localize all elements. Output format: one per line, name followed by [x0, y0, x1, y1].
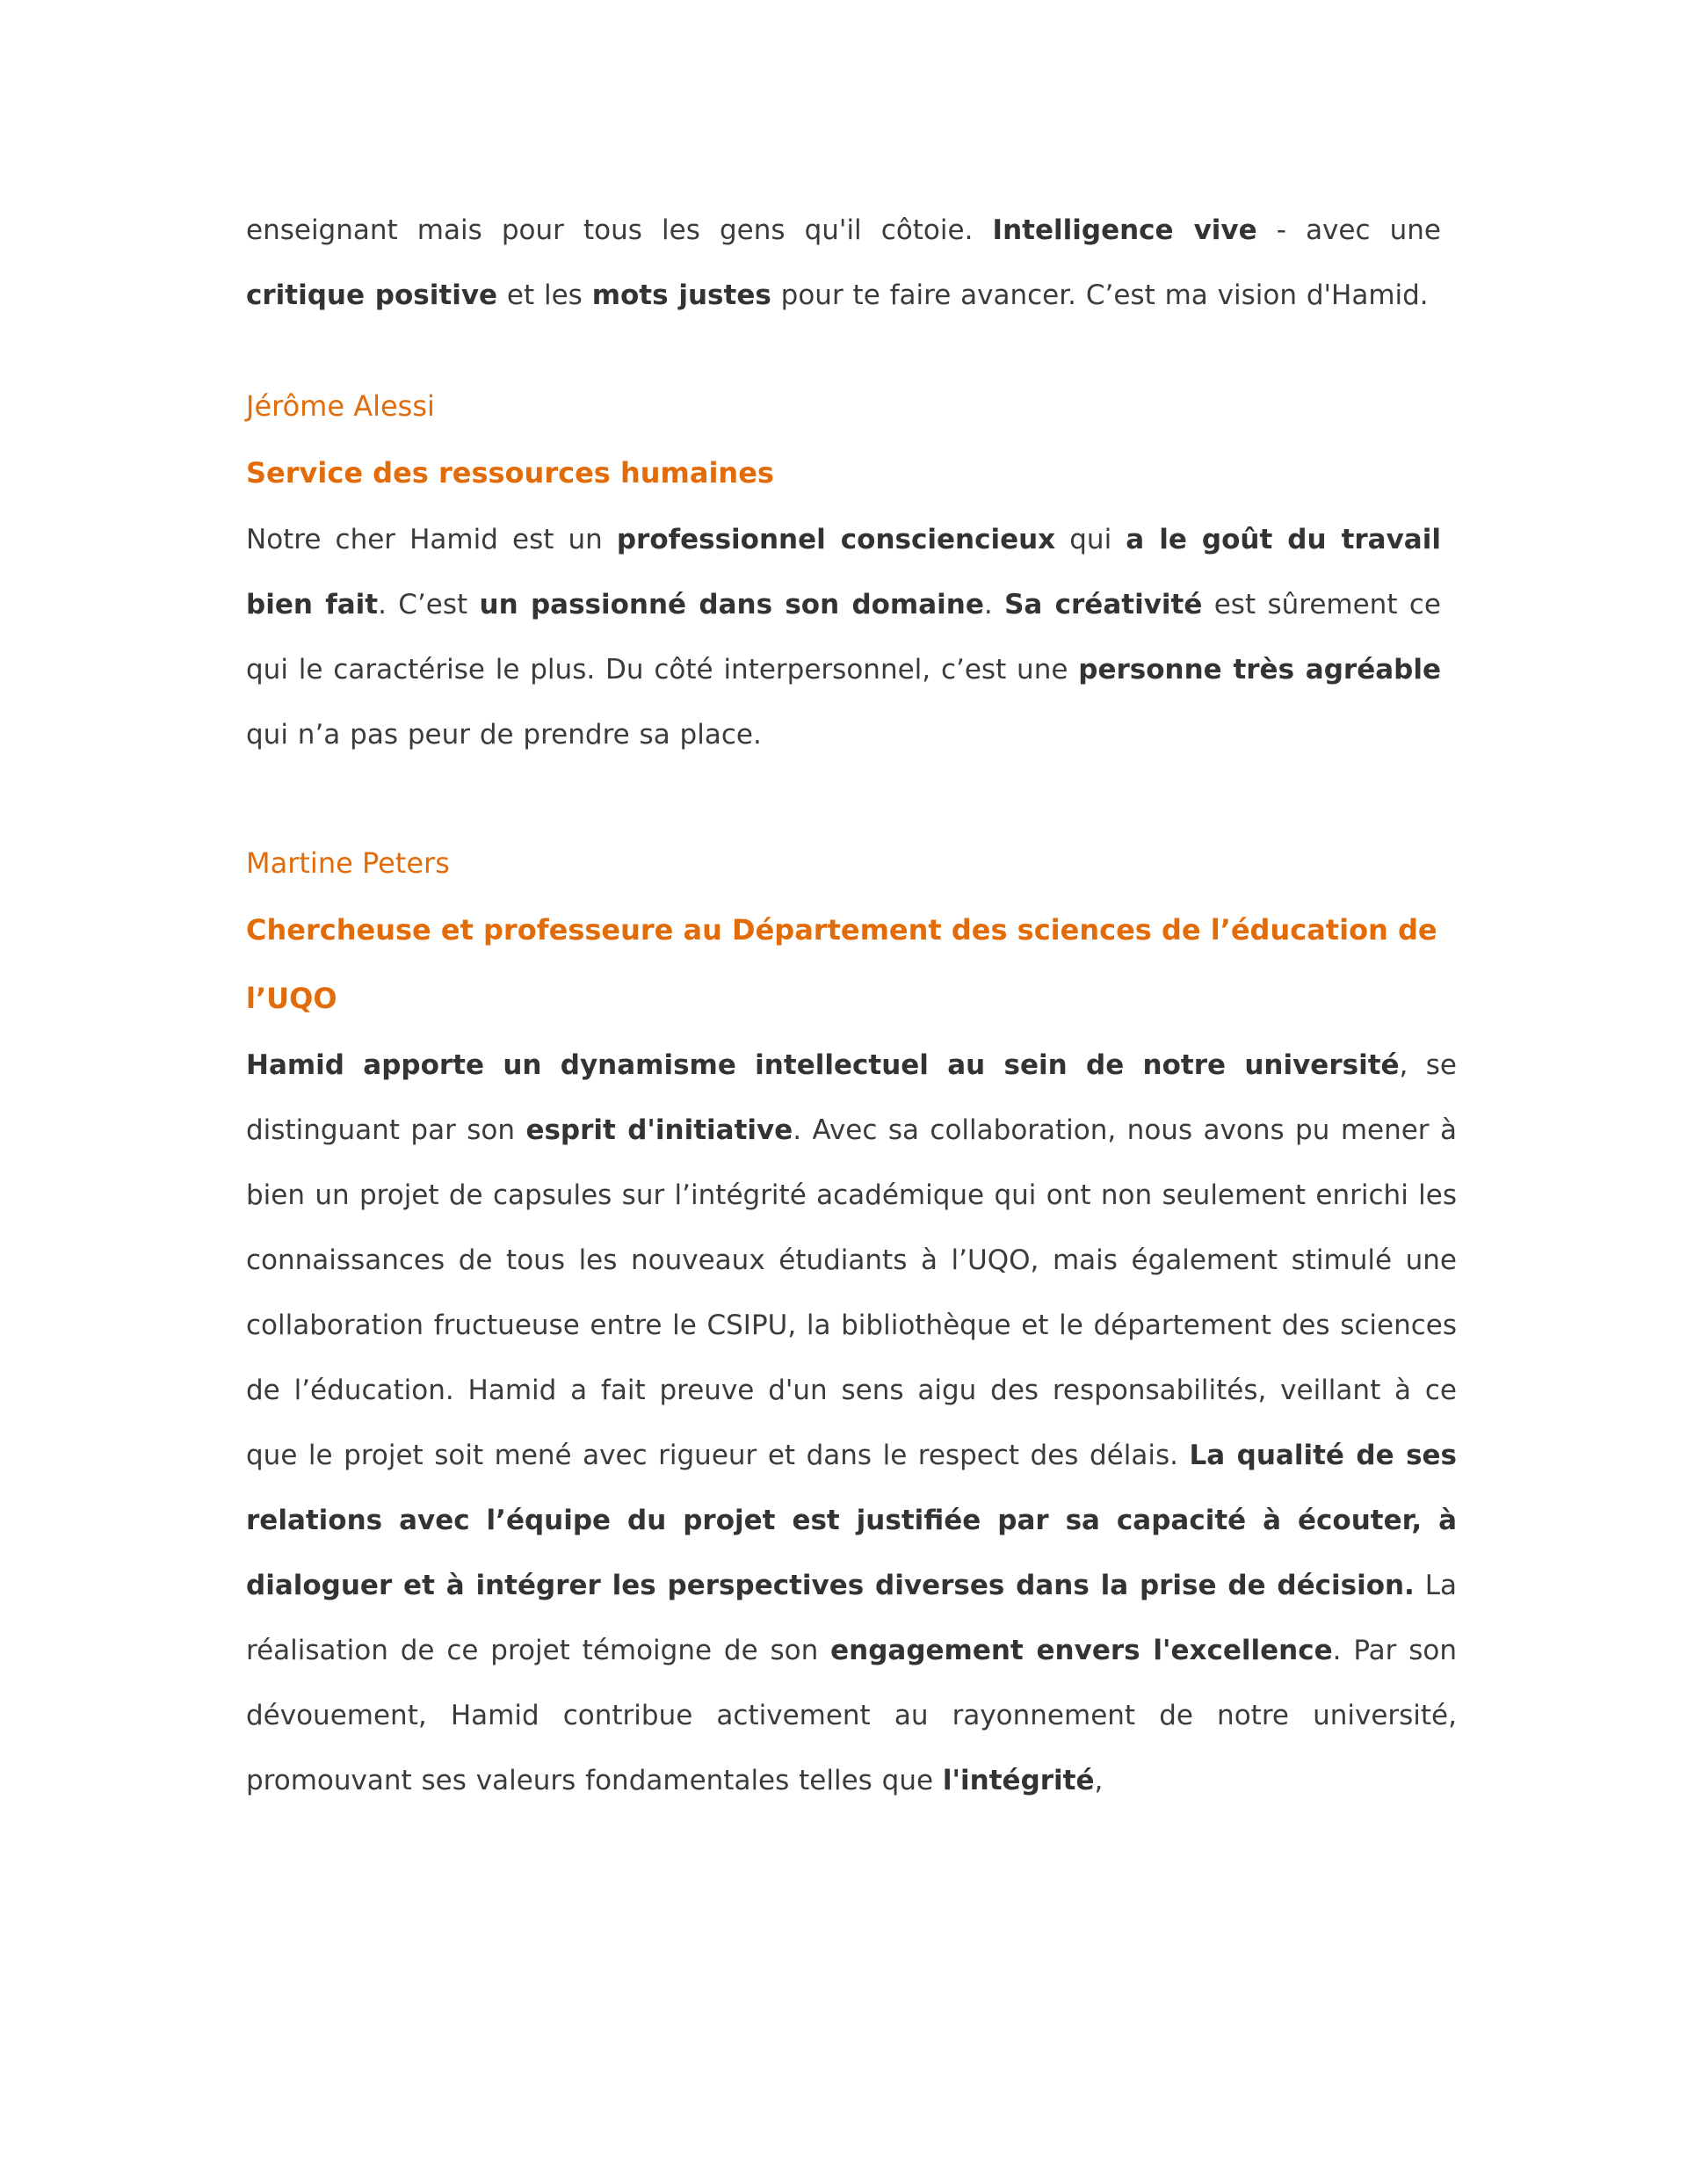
testimonial-text: qui — [1055, 524, 1126, 555]
intro-paragraph — [246, 198, 1441, 328]
testimonial-emphasis: personne très agréable — [1078, 654, 1441, 686]
testimonial-emphasis: l'intégrité — [942, 1765, 1095, 1796]
testimonial-text: est sûrement ce qui le caractérise le plus. Du côté interpersonnel, c’est une — [246, 589, 1441, 686]
testimonial-text: qui n’a pas peur de prendre sa place. — [246, 719, 762, 751]
testimonial-emphasis: un passionné dans son domaine — [479, 589, 984, 620]
testimonial-paragraph — [246, 1033, 1457, 1813]
intro-text: - avec une — [1256, 214, 1441, 246]
testimonial-text: , se distinguant par son — [246, 1049, 1457, 1146]
testimonial-paragraph — [246, 507, 1441, 767]
testimonial-emphasis: Hamid apporte un dynamisme intellectuel au sein de notre université — [246, 1049, 1400, 1081]
testimonial-author-name: Jérôme Alessi — [246, 389, 435, 423]
testimonial-text: Notre cher Hamid est un — [246, 524, 617, 555]
testimonial-text: . — [983, 589, 1005, 620]
intro-text: et les — [497, 279, 592, 311]
testimonial-text: La réalisation de ce projet témoigne de son — [246, 1570, 1457, 1666]
intro-text: pour te faire avancer. C’est ma vision d'Hamid. — [771, 279, 1429, 311]
testimonial-text: . Par son dévouement, Hamid contribue activement au rayonnement de notre université, promouvant ses valeurs fondamentales telles que — [246, 1635, 1457, 1796]
testimonial-emphasis: engagement envers l'excellence — [830, 1635, 1333, 1666]
section-spacer — [246, 767, 1441, 831]
testimonial-emphasis: Sa créativité — [1004, 589, 1203, 620]
testimonial-emphasis: a le goût du travail bien fait — [246, 524, 1441, 620]
intro-emphasis: mots justes — [591, 279, 771, 311]
testimonial-author-role: Service des ressources humaines — [246, 456, 774, 490]
testimonial-text: , — [1094, 1765, 1104, 1796]
section-spacer — [246, 328, 1441, 374]
intro-emphasis: critique positive — [246, 279, 498, 311]
testimonial-emphasis: professionnel consciencieux — [616, 524, 1056, 555]
testimonial-author-name: Martine Peters — [246, 846, 450, 880]
testimonial-text: . Avec sa collaboration, nous avons pu mener à bien un projet de capsules sur l’intégrité académique qui ont non seulement enrichi les connaissances de tous les nouveaux étudiants à l’UQO, mais également stimulé une collaboration fructueuse entre le CSIPU, la bibliothèque et le département des sciences de l’éducation. Hamid a fait preuve d'un sens aigu des responsabilités, veillant à ce que le projet soit mené avec rigueur et dans le respect des délais. — [246, 1114, 1457, 1471]
intro-emphasis: Intelligence vive — [992, 214, 1257, 246]
testimonial-emphasis: La qualité de ses relations avec l’équipe du projet est justifiée par sa capacité à écouter, à dialoguer et à intégrer les perspectives diverses dans la prise de décision. — [246, 1440, 1457, 1601]
intro-text: enseignant mais pour tous les gens qu'il côtoie. — [246, 214, 993, 246]
testimonial-author-role: Chercheuse et professeure au Département des sciences de l’éducation de l’UQO — [246, 913, 1437, 1015]
testimonial-text: . C’est — [378, 589, 480, 620]
testimonial-emphasis: esprit d'initiative — [525, 1114, 793, 1146]
